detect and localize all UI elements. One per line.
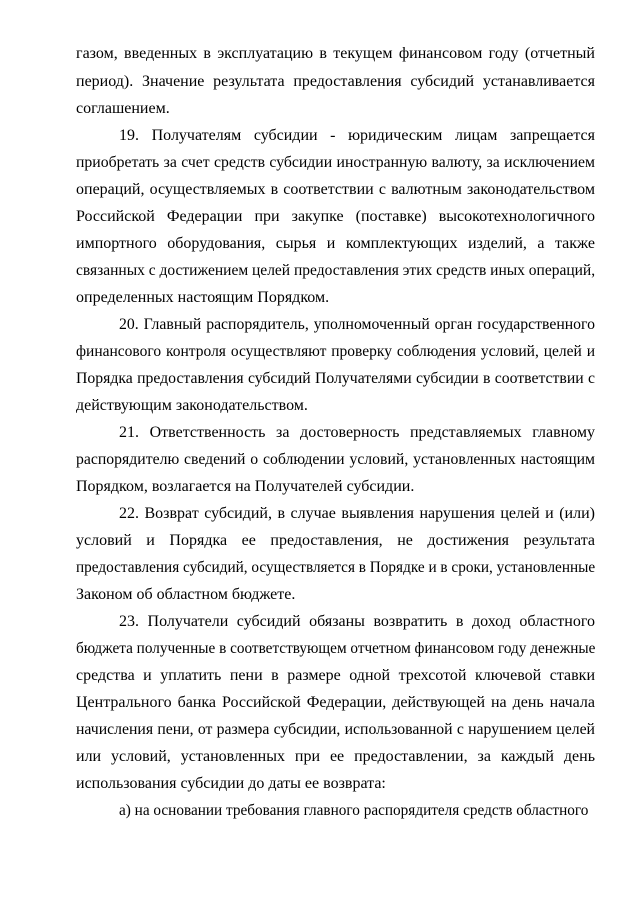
text-line: предоставления субсидий, осуществляется в Порядке и в сроки, установленные <box>76 559 596 576</box>
text-line: начисления пени, от размера субсидии, использованной с нарушением целей <box>76 721 595 738</box>
text-line: использования субсидии до даты ее возврата: <box>76 775 386 792</box>
text-line: Центрального банка Российской Федерации, действующей на день начала <box>76 694 595 711</box>
text-line: период). Значение результата предоставления субсидий устанавливается <box>76 73 595 90</box>
text-line: газом, введенных в эксплуатацию в текущем финансовом году (отчетный <box>76 45 595 62</box>
text-line: приобретать за счет средств субсидии иностранную валюту, за исключением <box>76 154 595 171</box>
paragraph-23-first-line: 23. Получатели субсидий обязаны возвратить в доход областного <box>119 613 595 630</box>
paragraph-22-first-line: 22. Возврат субсидий, в случае выявления нарушения целей и (или) <box>119 505 595 522</box>
text-line: бюджета полученные в соответствующем отчетном финансовом году денежные <box>76 640 596 657</box>
text-line: финансового контроля осуществляют проверку соблюдения условий, целей и <box>76 343 595 360</box>
text-line: или условий, установленных при ее предоставлении, за каждый день <box>76 748 595 765</box>
text-line: импортного оборудования, сырья и комплектующих изделий, а также <box>76 235 595 252</box>
text-line: Российской Федерации при закупке (поставке) высокотехнологичного <box>76 208 595 225</box>
text-line: Порядком, возлагается на Получателей субсидии. <box>76 478 415 495</box>
subparagraph-a-line: а) на основании требования главного распорядителя средств областного <box>119 802 589 819</box>
text-line: Порядка предоставления субсидий Получателями субсидии в соответствии с <box>76 370 595 387</box>
text-line: соглашением. <box>76 100 170 117</box>
text-line: определенных настоящим Порядком. <box>76 289 330 306</box>
paragraph-20-first-line: 20. Главный распорядитель, уполномоченный орган государственного <box>119 316 595 333</box>
text-line: Законом об областном бюджете. <box>76 586 296 603</box>
text-line: связанных с достижением целей предоставления этих средств иных операций, <box>76 262 596 279</box>
text-line: операций, осуществляемых в соответствии с валютным законодательством <box>76 181 595 198</box>
text-line: распорядителю сведений о соблюдении условий, установленных настоящим <box>76 451 595 468</box>
paragraph-19-first-line: 19. Получателям субсидии - юридическим лицам запрещается <box>119 127 595 144</box>
text-line: средства и уплатить пени в размере одной трехсотой ключевой ставки <box>76 667 595 684</box>
text-line: условий и Порядка ее предоставления, не достижения результата <box>76 532 595 549</box>
text-line: действующим законодательством. <box>76 397 308 414</box>
paragraph-21-first-line: 21. Ответственность за достоверность представляемых главному <box>119 424 595 441</box>
